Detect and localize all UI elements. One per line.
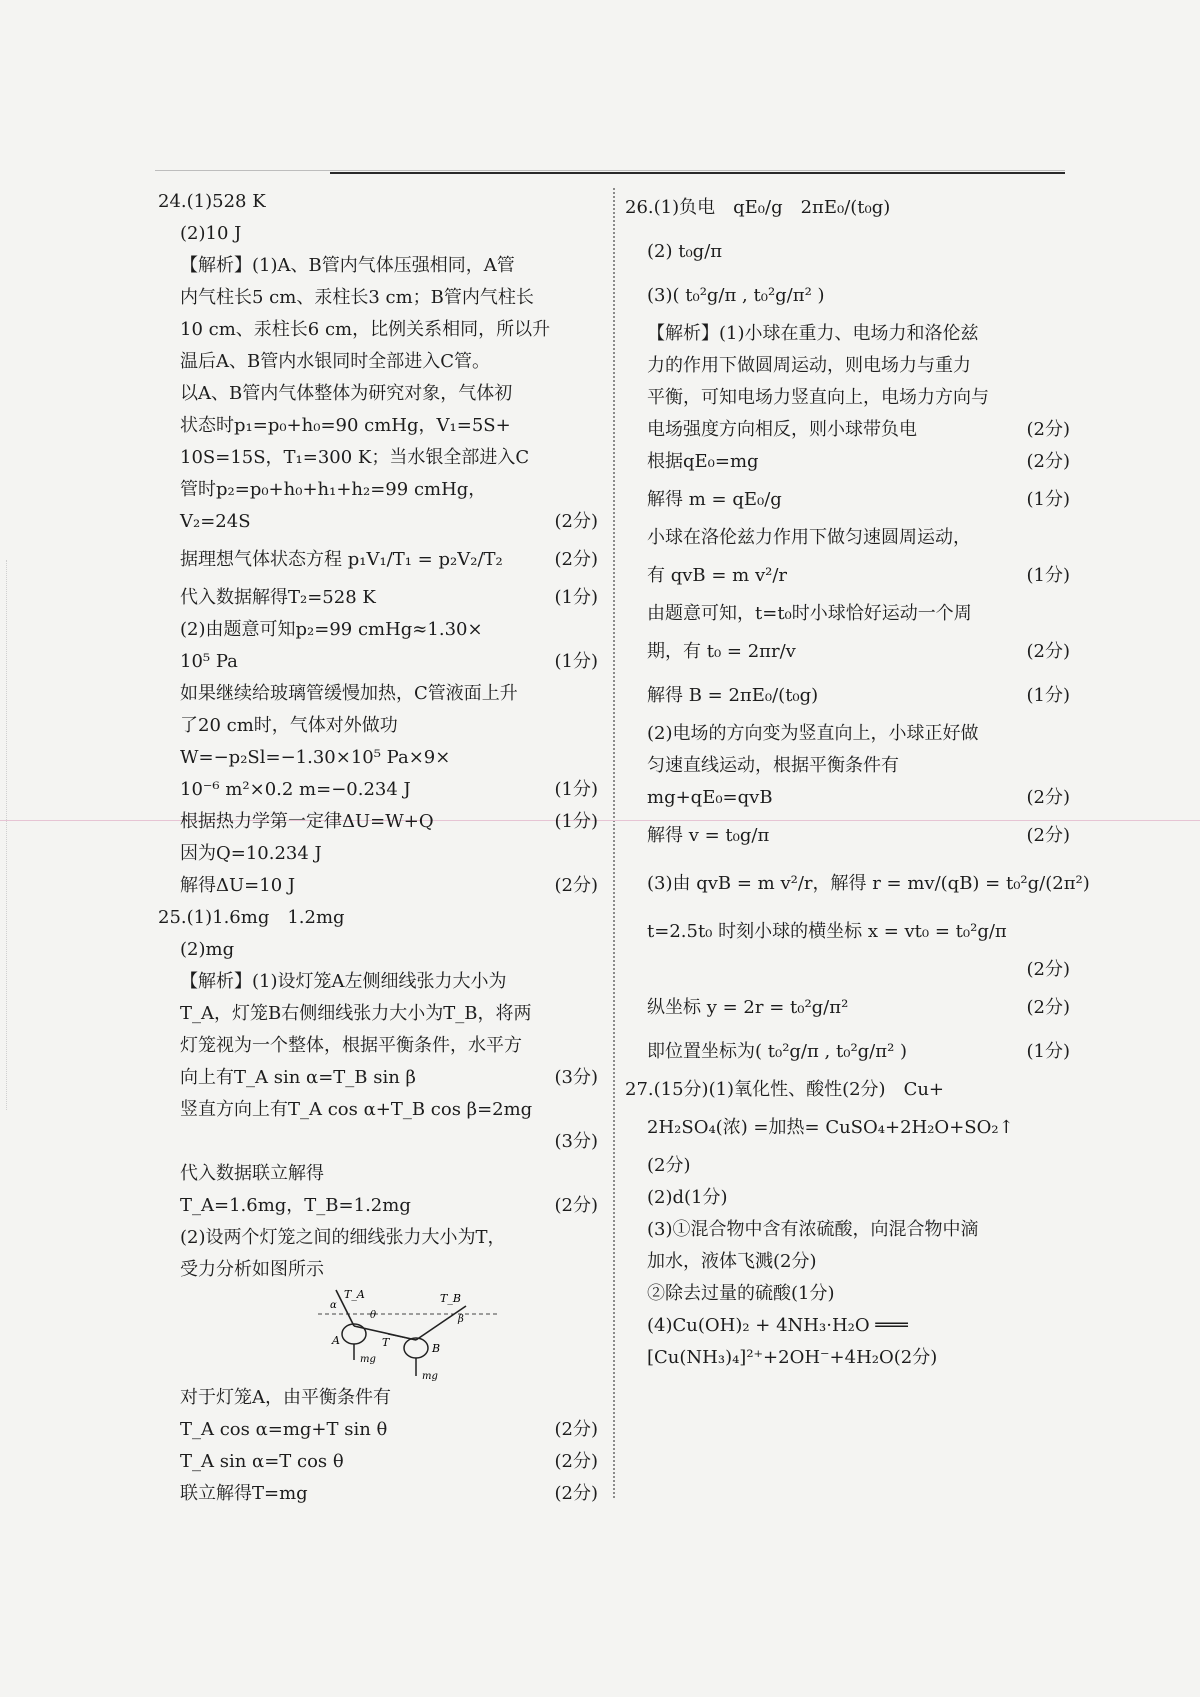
text-line xyxy=(625,986,1070,1030)
margin-mark xyxy=(6,560,7,1110)
line-text: (2)电场的方向变为竖直向上，小球正好做 xyxy=(647,723,979,744)
text-line xyxy=(625,674,1070,718)
text-line xyxy=(625,1106,1070,1150)
line-text: ②除去过量的硫酸(1分) xyxy=(647,1283,835,1304)
text-line xyxy=(158,710,598,742)
line-text: 26.(1)负电 qE₀/g 2πE₀/(t₀g) xyxy=(625,197,891,218)
text-line xyxy=(625,522,1070,554)
line-text: W=−p₂Sl=−1.30×10⁵ Pa×9× xyxy=(180,747,451,768)
text-line xyxy=(625,478,1070,522)
line-text: [Cu(NH₃)₄]²⁺+2OH⁻+4H₂O(2分) xyxy=(647,1347,938,1368)
score-mark: (3分) xyxy=(554,1131,598,1152)
line-text: 【解析】(1)A、B管内气体压强相同，A管 xyxy=(180,255,515,276)
text-line xyxy=(625,1342,1070,1374)
score-mark: (1分) xyxy=(1026,1041,1070,1062)
line-text: 对于灯笼A，由平衡条件有 xyxy=(180,1387,391,1408)
force-diagram xyxy=(158,1286,598,1382)
text-line xyxy=(625,1030,1070,1074)
text-line xyxy=(158,1382,598,1414)
line-text: T_A sin α=T cos θ xyxy=(180,1451,344,1472)
text-line xyxy=(158,410,598,442)
score-mark: (2分) xyxy=(554,549,598,570)
line-text: 根据热力学第一定律ΔU=W+Q xyxy=(180,811,434,832)
text-line xyxy=(158,1478,598,1510)
line-text: (2)d(1分) xyxy=(647,1187,728,1208)
text-line xyxy=(158,1254,598,1286)
line-text: 2H₂SO₄(浓) =加热= CuSO₄+2H₂O+SO₂↑ xyxy=(647,1117,1014,1138)
label-b: B xyxy=(432,1342,441,1355)
line-text: 灯笼视为一个整体，根据平衡条件，水平方 xyxy=(180,1035,522,1056)
line-text: 电场强度方向相反，则小球带负电 xyxy=(647,419,917,440)
score-mark: (2分) xyxy=(554,1451,598,1472)
text-line xyxy=(158,538,598,582)
text-line xyxy=(158,966,598,998)
score-mark: (2分) xyxy=(1026,959,1070,980)
line-text: (2)mg xyxy=(180,939,235,960)
text-line xyxy=(158,218,598,250)
text-line xyxy=(625,1214,1070,1246)
line-text: (2) t₀g/π xyxy=(647,241,723,262)
line-text: 【解析】(1)设灯笼A左侧细线张力大小为 xyxy=(180,971,507,992)
left-column xyxy=(158,186,598,1510)
text-line xyxy=(625,382,1070,414)
text-line xyxy=(625,1246,1070,1278)
text-line xyxy=(625,630,1070,674)
label-tb: T_B xyxy=(440,1292,461,1305)
text-line xyxy=(158,934,598,966)
text-line xyxy=(625,1182,1070,1214)
text-line xyxy=(158,1190,598,1222)
text-line xyxy=(158,1030,598,1062)
label-theta: θ xyxy=(370,1310,377,1321)
text-line xyxy=(625,750,1070,782)
label-ta: T_A xyxy=(344,1288,365,1301)
line-text: 25.(1)1.6mg 1.2mg xyxy=(158,907,345,928)
line-text: 据理想气体状态方程 p₁V₁/T₁ = p₂V₂/T₂ xyxy=(180,549,503,570)
text-line xyxy=(625,858,1090,910)
text-line xyxy=(158,838,598,870)
line-text: 10 cm、汞柱长6 cm，比例关系相同，所以升 xyxy=(180,319,551,340)
text-line xyxy=(625,598,1070,630)
label-mg-a: mg xyxy=(360,1354,376,1365)
text-line xyxy=(625,186,1070,230)
text-line xyxy=(625,814,1070,858)
line-text: 24.(1)528 K xyxy=(158,191,266,212)
line-text: T_A，灯笼B右侧细线张力大小为T_B，将两 xyxy=(180,1003,532,1024)
line-text: 向上有T_A sin α=T_B sin β xyxy=(180,1067,416,1088)
line-text: 因为Q=10.234 J xyxy=(180,843,322,864)
line-text: 由题意可知，t=t₀时小球恰好运动一个周 xyxy=(647,603,972,624)
label-t: T xyxy=(382,1336,390,1349)
text-line xyxy=(625,230,1070,274)
line-text: 根据qE₀=mg xyxy=(647,451,759,472)
text-line xyxy=(625,274,1070,318)
label-a: A xyxy=(332,1334,340,1347)
text-line xyxy=(625,1150,1070,1182)
text-line xyxy=(625,1278,1070,1310)
text-line xyxy=(158,678,598,710)
score-mark: (2分) xyxy=(1026,787,1070,808)
line-text: (2)由题意可知p₂=99 cmHg≈1.30× xyxy=(180,619,483,640)
text-line xyxy=(158,582,598,614)
line-text: (3)( t₀²g/π , t₀²g/π² ) xyxy=(647,285,825,306)
line-text: 有 qvB = m v²/r xyxy=(647,565,788,586)
line-text: 温后A、B管内水银同时全部进入C管。 xyxy=(180,351,490,372)
text-line xyxy=(625,414,1070,446)
line-text: 匀速直线运动，根据平衡条件有 xyxy=(647,755,899,776)
line-text: 力的作用下做圆周运动，则电场力与重力 xyxy=(647,355,971,376)
header-rule-thick xyxy=(330,172,1065,174)
line-text: T_A=1.6mg，T_B=1.2mg xyxy=(180,1195,411,1216)
text-line xyxy=(158,442,598,474)
score-mark: (2分) xyxy=(554,1195,598,1216)
label-alpha: α xyxy=(330,1300,337,1311)
line-text: 以A、B管内气体整体为研究对象，气体初 xyxy=(180,383,513,404)
score-mark: (2分) xyxy=(1026,997,1070,1018)
line-text: (3)①混合物中含有浓硫酸，向混合物中滴 xyxy=(647,1219,979,1240)
text-line xyxy=(158,378,598,410)
line-text: 10⁵ Pa xyxy=(180,651,238,672)
text-line xyxy=(625,954,1070,986)
label-mg-b: mg xyxy=(422,1371,438,1382)
text-line xyxy=(158,902,598,934)
text-line xyxy=(625,910,1070,954)
text-line xyxy=(158,346,598,378)
text-line xyxy=(625,350,1070,382)
line-text: 代入数据联立解得 xyxy=(180,1163,324,1184)
text-line xyxy=(158,186,598,218)
text-line xyxy=(158,870,598,902)
line-text: 受力分析如图所示 xyxy=(180,1259,324,1280)
label-beta: β xyxy=(458,1314,464,1325)
text-line xyxy=(625,1310,1070,1342)
text-line xyxy=(158,282,598,314)
text-line xyxy=(158,314,598,346)
score-mark: (1分) xyxy=(554,651,598,672)
line-text: (3)由 qvB = m v²/r，解得 r = mv/(qB) = t₀²g/(2π²) xyxy=(647,873,1090,894)
text-line xyxy=(158,614,598,646)
score-mark: (2分) xyxy=(554,875,598,896)
header-rule-thin xyxy=(155,170,1065,171)
text-line xyxy=(158,1094,598,1126)
line-text: 状态时p₁=p₀+h₀=90 cmHg，V₁=5S+ xyxy=(180,415,511,436)
line-text: 27.(15分)(1)氧化性、酸性(2分) Cu+ xyxy=(625,1079,945,1100)
line-text: 联立解得T=mg xyxy=(180,1483,308,1504)
line-text: 竖直方向上有T_A cos α+T_B cos β=2mg xyxy=(180,1099,533,1120)
text-line xyxy=(158,1446,598,1478)
text-line xyxy=(158,250,598,282)
text-line xyxy=(158,1222,598,1254)
line-text: 代入数据解得T₂=528 K xyxy=(180,587,376,608)
text-line xyxy=(625,446,1070,478)
text-line xyxy=(625,1074,1070,1106)
text-line xyxy=(625,318,1070,350)
text-line xyxy=(158,774,598,806)
score-mark: (3分) xyxy=(554,1067,598,1088)
text-line xyxy=(158,506,598,538)
text-line xyxy=(158,742,598,774)
line-text: T_A cos α=mg+T sin θ xyxy=(180,1419,388,1440)
text-line xyxy=(158,998,598,1030)
line-text: 加水，液体飞溅(2分) xyxy=(647,1251,817,1272)
text-line xyxy=(625,554,1070,598)
score-mark: (2分) xyxy=(1026,419,1070,440)
line-text: 小球在洛伦兹力作用下做匀速圆周运动， xyxy=(647,527,971,548)
score-mark: (2分) xyxy=(1026,451,1070,472)
line-text: 管时p₂=p₀+h₀+h₁+h₂=99 cmHg， xyxy=(180,479,487,500)
line-text: (2)10 J xyxy=(180,223,242,244)
score-mark: (1分) xyxy=(1026,489,1070,510)
text-line xyxy=(158,1126,598,1158)
line-text: 解得 m = qE₀/g xyxy=(647,489,782,510)
line-text: 解得ΔU=10 J xyxy=(180,875,296,896)
line-text: 如果继续给玻璃管缓慢加热，C管液面上升 xyxy=(180,683,518,704)
score-mark: (1分) xyxy=(554,779,598,800)
line-text: V₂=24S xyxy=(180,511,251,532)
line-text: 纵坐标 y = 2r = t₀²g/π² xyxy=(647,997,849,1018)
text-line xyxy=(158,474,598,506)
line-text: 解得 v = t₀g/π xyxy=(647,825,770,846)
score-mark: (2分) xyxy=(554,1483,598,1504)
text-line xyxy=(158,1414,598,1446)
score-mark: (2分) xyxy=(554,511,598,532)
column-divider xyxy=(613,188,615,1498)
line-text: 解得 B = 2πE₀/(t₀g) xyxy=(647,685,819,706)
line-text: 10S=15S，T₁=300 K；当水银全部进入C xyxy=(180,447,530,468)
text-line xyxy=(158,1158,598,1190)
lantern-force-figure xyxy=(308,1286,508,1382)
line-text: 平衡，可知电场力竖直向上，电场力方向与 xyxy=(647,387,989,408)
line-text: 内气柱长5 cm、汞柱长3 cm；B管内气柱长 xyxy=(180,287,534,308)
right-column xyxy=(625,186,1090,1374)
line-text: 【解析】(1)小球在重力、电场力和洛伦兹 xyxy=(647,323,979,344)
line-text: 即位置坐标为( t₀²g/π , t₀²g/π² ) xyxy=(647,1041,908,1062)
text-line xyxy=(625,782,1070,814)
line-text: mg+qE₀=qvB xyxy=(647,787,773,808)
text-line xyxy=(158,806,598,838)
score-mark: (1分) xyxy=(1026,565,1070,586)
line-text: (4)Cu(OH)₂ + 4NH₃·H₂O ═══ xyxy=(647,1315,908,1336)
line-text: 期，有 t₀ = 2πr/v xyxy=(647,641,796,662)
score-mark: (1分) xyxy=(554,811,598,832)
line-text: 了20 cm时，气体对外做功 xyxy=(180,715,398,736)
line-text: 10⁻⁶ m²×0.2 m=−0.234 J xyxy=(180,779,411,800)
score-mark: (1分) xyxy=(1026,685,1070,706)
text-line xyxy=(158,646,598,678)
score-mark: (1分) xyxy=(554,587,598,608)
text-line xyxy=(625,718,1070,750)
text-line xyxy=(158,1062,598,1094)
line-text: (2)设两个灯笼之间的细线张力大小为T， xyxy=(180,1227,506,1248)
line-text: t=2.5t₀ 时刻小球的横坐标 x = vt₀ = t₀²g/π xyxy=(647,921,1007,942)
line-text: (2分) xyxy=(647,1155,691,1176)
score-mark: (2分) xyxy=(1026,641,1070,662)
score-mark: (2分) xyxy=(1026,825,1070,846)
score-mark: (2分) xyxy=(554,1419,598,1440)
